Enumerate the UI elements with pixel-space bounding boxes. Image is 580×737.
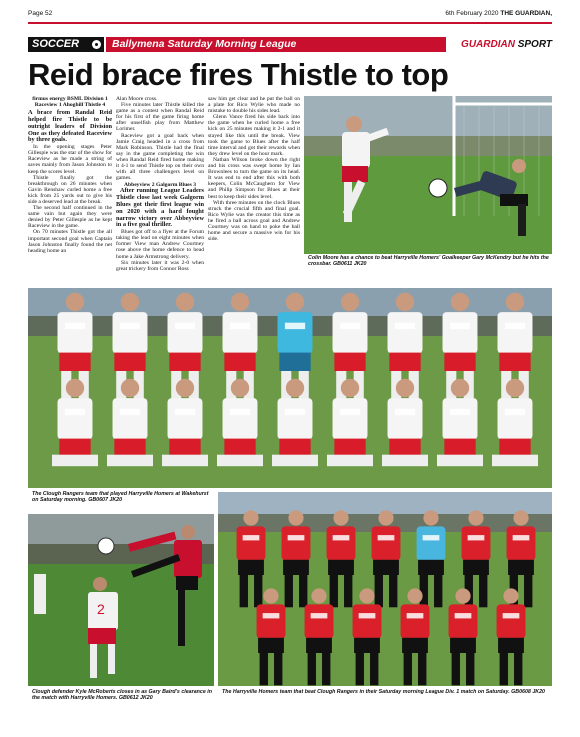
page-number: Page 52 [28,10,53,17]
photo-goalkeeper-save [304,96,552,254]
article-column-3 [208,96,300,288]
page-header [28,8,552,20]
article-lead: A brace from Randal Reid helped fire Thistle to be outright leaders of Division One as they defeated Raceview by three goals. [28,109,112,144]
paragraph: Six minutes later it was 2-0 when great trickery from Connor Ross [116,259,204,272]
publication-name: THE GUARDIAN, [500,10,552,17]
paragraph: Thistle finally got the breakthrough on 26 minutes when Gavin Renshaw curled home a free kick from 25 yards out to give his side a deserved lead at the break. [28,174,112,206]
paragraph: With three minutes on the clock Blues struck the crucial fifth and final goal. Rico Wylie was the creator this time as he fired a ball across goal and Andrew Courtney was on hand to poke the ball home and secure a massive win for his side. [208,199,300,243]
photo-clearance-challenge [28,514,214,686]
section-label: SOCCER [28,37,104,52]
page-headline: Reid brace fires Thistle to top [28,57,449,92]
match-subheading: Abbeyview 2 Galgorm Blues 3 [123,182,197,189]
football-icon [92,40,101,49]
article-column-2 [116,96,204,288]
guardian-sport-logo: GUARDIAN SPORT [461,39,552,50]
paragraph: On 70 minutes Thistle got the all important second goal when Captain Jason Johnston finally found the net heading home an [28,229,112,254]
paragraph: Blues got off to a flyer at the Forum taking the lead on eight minutes when former View man Andrew Courtney rose above the home defence to head home a Jake Armstrong delivery. [116,229,204,260]
issue-date: 6th February 2020 [445,10,499,17]
photo-caption: The Harryville Homers team that beat Clough Rangers in their Saturday morning League Div. 1 match on Saturday. GB0608 JK20 [222,689,546,695]
paragraph: saw him get clear and he put the ball on a plate for Rico Wylie who made no mistake to double his sides lead. [208,96,300,115]
paragraph: Glenn Vance fired his side back into the game when he curled home a free kick on 25 minutes making it 2-1 and it stayed like this until the break. View took the game to Blues after the half time interval and got their rewards when they drew level on the hour mark. [208,114,300,157]
photo-caption: Colin Moore has a chance to beat Harryville Homers' Goalkeeper Gary McKendry but he hits the crossbar. GB0611 JK20 [308,255,549,268]
paragraph: Raceview got a goal back when Jamie Craig headed in a cross from Mark Robinson. Thistle had the final say in the game completing the win when Randal Reid fired home making it 4-1 to send Thistle top on their own with all three challengers level on games. [116,132,204,182]
photo-clough-rangers-team [28,288,552,488]
photo-caption: The Clough Rangers team that played Harryville Homers at Wakehurst on Saturday morning. GB0607 JK20 [32,491,209,504]
division-heading: firmus energy BSML Division 1 [32,96,108,102]
jersey-number: 2 [97,601,105,617]
match-result: Raceview 1 Ahoghill Thistle 4 [34,102,106,109]
paragraph: Alan Moore cross. [116,96,158,102]
paragraph: Five minutes later Thistle killed the game as a contest when Randal Reid for his first of the game firing home after unselfish play from Matthew Lorimer. [116,102,204,133]
paragraph: Nathan Wilson broke down the right and his cross was swept home by Ian Brownlees to turn the game on its head. It was end to end after this with both keepers, Colin McCaughern for View and Philip Simpson for Blues at their best to keep their sides level. [208,156,300,200]
header-rule [28,22,552,24]
header-meta [445,10,552,17]
paragraph: In the opening stages Peter Gillespie was the star of the show for Raceview as he made a string of saves mainly from Jason Johnston to keep the scores level. [28,144,112,175]
section-bar [28,37,552,53]
photo-harryville-homers-team [218,492,552,686]
league-strap: Ballymena Saturday Morning League [106,37,446,52]
article-column-1 [28,96,112,288]
photo-caption: Clough defender Kyle McRoberts closes in as Gary Baird's clearance in the match with Harryville Homers. GB0612 JK20 [32,689,212,702]
match-sublead: After running League Leaders Thistle close last week Galgorm Blues got their first league win on 2020 with a hard fought narrow victory over Abbeyview in a five goal thriller. [116,187,204,229]
paragraph: The second half continued in the same vain but again they were denied by Peter Gillespie as he kept Raceview in the game. [28,205,112,230]
